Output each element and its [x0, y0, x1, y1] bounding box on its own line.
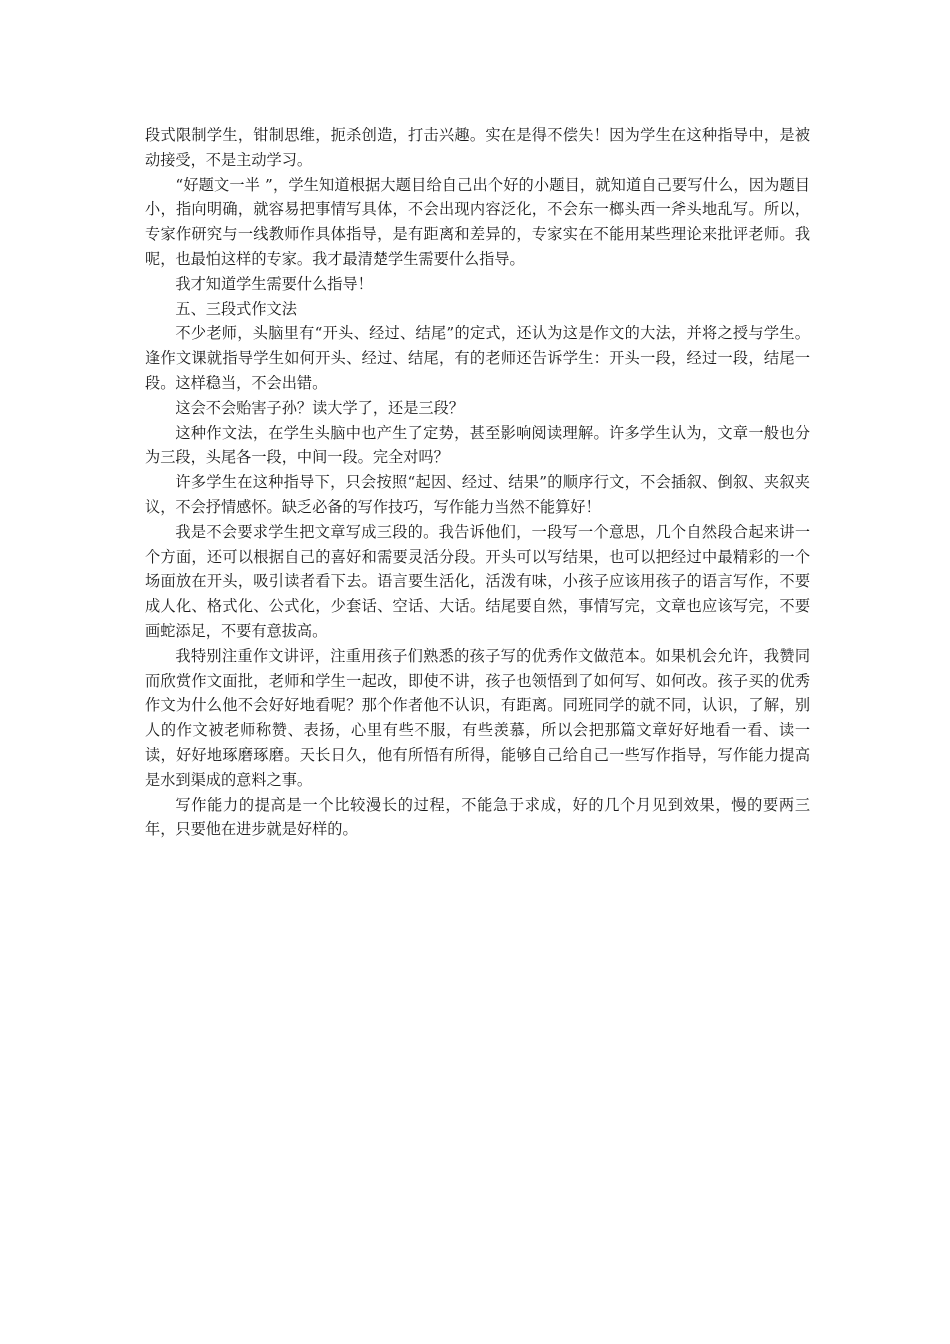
paragraph-11: 写作能力的提高是一个比较漫长的过程，不能急于求成，好的几个月见到效果，慢的要两三年，只要他在进步就是好样的。 — [145, 795, 810, 839]
paragraph-2: “好题文一半 ”，学生知道根据大题目给自己出个好的小题目，就知道自己要写什么，因为题目小，指向明确，就容易把事情写具体，不会出现内容泛化，不会东一榔头西一斧头地乱写。所以，专家作研究与一线教师作具体指导，是有距离和差异的，专家实在不能用某些理论来批评老师。我呢，也最怕这样的专家。我才最清楚学生需要什么指导。 — [145, 175, 810, 268]
paragraph-6: 这会不会贻害子孙？读大学了，还是三段？ — [175, 398, 464, 417]
paragraph-7: 这种作文法，在学生头脑中也产生了定势，甚至影响阅读理解。许多学生认为，文章一般也分为三段，头尾各一段，中间一段。完全对吗？ — [145, 423, 810, 467]
paragraph-1: 段式限制学生，钳制思维，扼杀创造，打击兴趣。实在是得不偿失！因为学生在这种指导中，是被动接受，不是主动学习。 — [145, 126, 810, 169]
section-heading: 五、三段式作文法 — [175, 299, 297, 318]
paragraph-9: 我是不会要求学生把文章写成三段的。我告诉他们，一段写一个意思，几个自然段合起来讲一个方面，还可以根据自己的喜好和需要灵活分段。开头可以写结果，也可以把经过中最精彩的一个场面放在开头，吸引读者看下去。语言要生活化，活泼有味，小孩子应该用孩子的语言写作，不要成人化、格式化、公式化，少套话、空话、大话。结尾要自然，事情写完，文章也应该写完，不要画蛇添足，不要有意拔高。 — [145, 522, 810, 640]
paragraph-3: 我才知道学生需要什么指导！ — [175, 274, 373, 293]
paragraph-10: 我特别注重作文讲评，注重用孩子们熟悉的孩子写的优秀作文做范本。如果机会允许，我赞同而欣赏作文面批，老师和学生一起改，即使不讲，孩子也领悟到了如何写、如何改。孩子买的优秀作文为什么他不会好好地看呢？那个作者他不认识，有距离。同班同学的就不同，认识，了解，别人的作文被老师称赞、表扬，心里有些不服，有些羡慕，所以会把那篇文章好好地看一看、读一读，好好地琢磨琢磨。天长日久，他有所悟有所得，能够自己给自己一些写作指导，写作能力提高是水到渠成的意料之事。 — [145, 646, 810, 789]
paragraph-8: 许多学生在这种指导下，只会按照“起因、经过、结果”的顺序行文，不会插叙、倒叙、夹叙夹议，不会抒情感怀。缺乏必备的写作技巧，写作能力当然不能算好！ — [145, 473, 810, 516]
paragraph-5: 不少老师，头脑里有“开头、经过、结尾”的定式，还认为这是作文的大法，并将之授与学生。逢作文课就指导学生如何开头、经过、结尾，有的老师还告诉学生：开头一段，经过一段，结尾一段。这样稳当，不会出错。 — [145, 324, 810, 392]
document-body — [145, 123, 810, 842]
